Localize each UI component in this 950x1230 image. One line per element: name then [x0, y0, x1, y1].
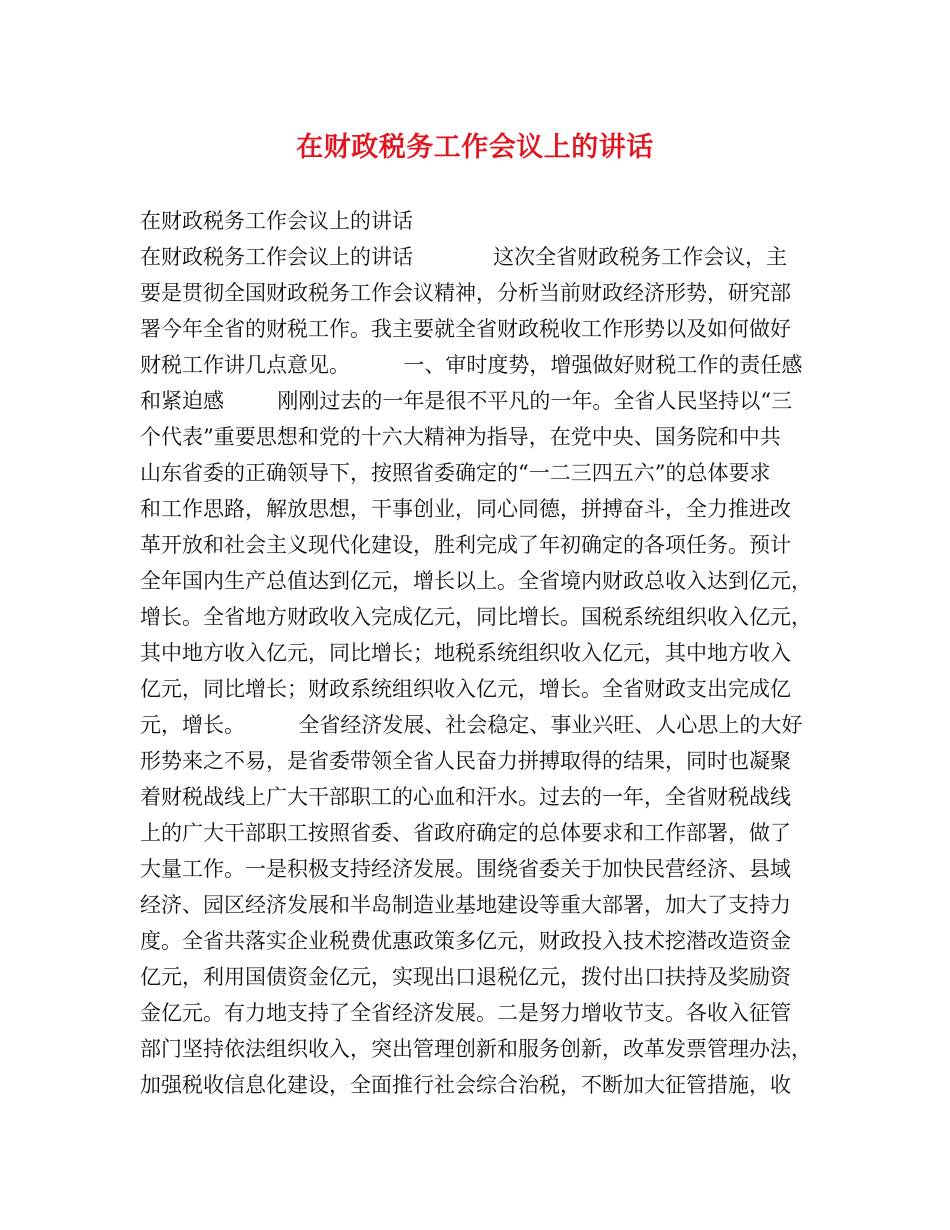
body-line: 和工作思路，解放思想，干事创业，同心同德，拼搏奋斗，全力推进改 [140, 497, 791, 521]
document-body [140, 203, 820, 1103]
body-line: 在财政税务工作会议上的讲话 这次全省财政税务工作会议，主 [140, 245, 788, 269]
body-line: 形势来之不易，是省委带领全省人民奋力拼搏取得的结果，同时也凝聚 [140, 749, 791, 773]
body-line: 度。全省共落实企业税费优惠政策多亿元，财政投入技术挖潜改造资金 [140, 929, 791, 953]
body-line: 山东省委的正确领导下，按照省委确定的“一二三四五六”的总体要求 [140, 461, 771, 485]
body-line: 要是贯彻全国财政税务工作会议精神，分析当前财政经济形势，研究部 [140, 281, 791, 305]
body-line: 和紧迫感 刚刚过去的一年是很不平凡的一年。全省人民坚持以“三 [140, 389, 793, 413]
body-line: 其中地方收入亿元，同比增长；地税系统组织收入亿元，其中地方收入 [140, 641, 791, 665]
body-line: 署今年全省的财税工作。我主要就全省财政税收工作形势以及如何做好 [140, 317, 791, 341]
body-line: 增长。全省地方财政收入完成亿元，同比增长。国税系统组织收入亿元， [140, 605, 812, 629]
body-line: 经济、园区经济发展和半岛制造业基地建设等重大部署，加大了支持力 [140, 893, 791, 917]
body-line: 亿元，同比增长；财政系统组织收入亿元，增长。全省财政支出完成亿 [140, 677, 791, 701]
body-line: 部门坚持依法组织收入，突出管理创新和服务创新，改革发票管理办法， [140, 1037, 812, 1061]
body-line: 元，增长。 全省经济发展、社会稳定、事业兴旺、人心思上的大好 [140, 713, 803, 737]
body-line: 个代表”重要思想和党的十六大精神为指导，在党中央、国务院和中共 [140, 425, 781, 449]
body-line: 加强税收信息化建设，全面推行社会综合治税，不断加大征管措施，收 [140, 1073, 791, 1097]
body-line: 在财政税务工作会议上的讲话 [140, 209, 413, 233]
body-line: 金亿元。有力地支持了全省经济发展。二是努力增收节支。各收入征管 [140, 1001, 791, 1025]
document-title: 在财政税务工作会议上的讲话 [296, 132, 654, 163]
body-line: 全年国内生产总值达到亿元，增长以上。全省境内财政总收入达到亿元， [140, 569, 812, 593]
body-line: 着财税战线上广大干部职工的心血和汗水。过去的一年，全省财税战线 [140, 785, 791, 809]
body-line: 革开放和社会主义现代化建设，胜利完成了年初确定的各项任务。预计 [140, 533, 791, 557]
body-line: 大量工作。一是积极支持经济发展。围绕省委关于加快民营经济、县域 [140, 857, 791, 881]
body-line: 亿元，利用国债资金亿元，实现出口退税亿元，拨付出口扶持及奖励资 [140, 965, 791, 989]
body-line: 财税工作讲几点意见。 一、审时度势，增强做好财税工作的责任感 [140, 353, 803, 377]
body-line: 上的广大干部职工按照省委、省政府确定的总体要求和工作部署，做了 [140, 821, 791, 845]
